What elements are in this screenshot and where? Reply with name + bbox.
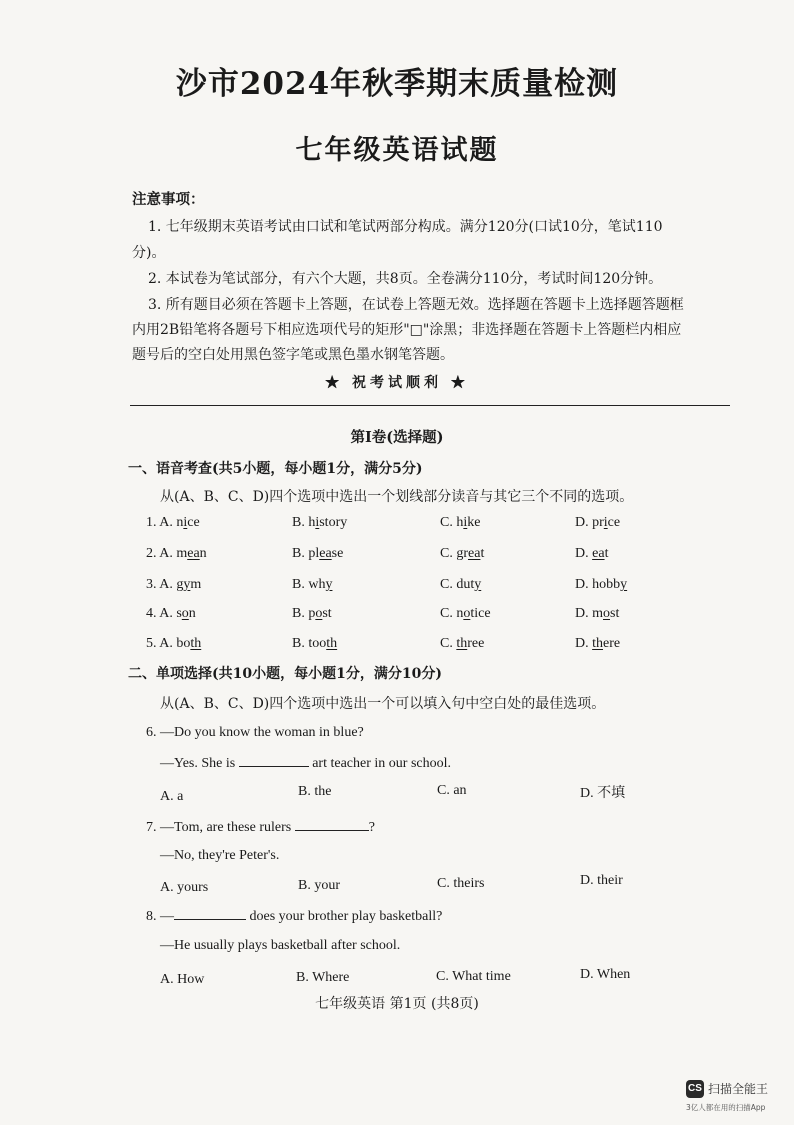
option-text: t: [480, 546, 485, 561]
option-text: B. h: [292, 515, 316, 530]
q8-blank: [174, 907, 246, 920]
option-text: st: [610, 606, 620, 621]
phonetics-q1-option-d: [575, 515, 620, 531]
camscanner-tagline: 3亿人都在用的扫描App: [686, 1103, 766, 1112]
q8-option-c: C. What time: [436, 969, 511, 984]
underlined-letters: y: [325, 577, 333, 592]
section1-heading: 一、语音考查(共5小题，每小题1分，满分5分): [128, 461, 423, 477]
phonetics-q4-option-a: [146, 606, 196, 622]
option-text: se: [331, 546, 344, 561]
phonetics-q2-option-d: [575, 546, 608, 562]
option-text: D. pr: [575, 515, 604, 530]
phonetics-q2-option-b: [292, 546, 343, 562]
phonetics-q5-option-a: [146, 636, 201, 652]
notice-line-3: 2. 本试卷为笔试部分，有六个大题，共8页。全卷满分110分，考试时间120分钟。: [148, 271, 663, 287]
underlined-letters: y: [620, 577, 628, 592]
phonetics-q3-option-b: [292, 577, 332, 593]
underlined-letters: i: [315, 515, 320, 530]
option-text: B. too: [292, 636, 327, 651]
phonetics-q1-option-a: [146, 515, 200, 531]
section1-instruction: 从(A、B、C、D)四个选项中选出一个划线部分读音与其它三个不同的选项。: [160, 489, 634, 505]
underlined-letters: y: [183, 577, 191, 592]
underlined-letters: o: [181, 606, 189, 621]
phonetics-q3-option-a: [146, 577, 201, 593]
q8-option-b: B. Where: [296, 970, 350, 985]
option-text: n: [199, 546, 207, 561]
notice-line-2: 分)。: [132, 245, 166, 261]
option-text: m: [190, 577, 202, 592]
q7-stem: [146, 818, 375, 836]
q7-stem-a: 7. —Tom, are these rulers: [146, 820, 292, 835]
option-text: D. hobb: [575, 577, 621, 592]
phonetics-q1-option-b: [292, 515, 347, 531]
divider: [130, 405, 730, 406]
option-text: ce: [187, 515, 200, 530]
option-text: t: [604, 546, 609, 561]
camscanner-logo-icon: CS: [686, 1080, 704, 1098]
underlined-letters: ea: [592, 546, 605, 561]
q7-answer-line: —No, they're Peter's.: [160, 848, 280, 863]
q7-option-a: A. yours: [160, 880, 209, 895]
underlined-letters: i: [183, 515, 188, 530]
page-footer: 七年级英语 第1页 (共8页): [315, 996, 479, 1012]
q6-option-b: B. the: [298, 784, 332, 799]
exam-subtitle: 七年级英语试题: [295, 135, 499, 166]
q7-option-b: B. your: [298, 878, 340, 893]
option-text: C. gr: [440, 546, 468, 561]
q8-option-a: A. How: [160, 972, 205, 987]
option-text: tice: [470, 606, 491, 621]
option-text: st: [322, 606, 332, 621]
q6-stem: 6. —Do you know the woman in blue?: [146, 725, 364, 740]
q6-answer-b: art teacher in our school.: [312, 756, 451, 771]
exam-title: 沙市2024年秋季期末质量检测: [175, 66, 619, 102]
phonetics-q4-option-c: [440, 606, 491, 622]
q8-option-d: D. When: [580, 967, 631, 982]
underlined-letters: ea: [187, 546, 200, 561]
option-text: 1. A. n: [146, 515, 184, 530]
underlined-letters: th: [190, 636, 202, 651]
underlined-letters: o: [315, 606, 323, 621]
q7-option-d: D. their: [580, 873, 623, 888]
option-text: 2. A. m: [146, 546, 188, 561]
q6-option-a: A. a: [160, 789, 184, 804]
q7-option-c: C. theirs: [437, 876, 485, 891]
phonetics-q2-option-c: [440, 546, 484, 562]
underlined-letters: i: [603, 515, 608, 530]
camscanner-brand: 扫描全能王: [708, 1082, 769, 1096]
phonetics-q5-option-c: [440, 636, 484, 652]
underlined-letters: o: [603, 606, 610, 621]
underlined-letters: th: [592, 636, 604, 651]
option-text: C. dut: [440, 577, 475, 592]
phonetics-q5-option-d: [575, 636, 620, 652]
section2-heading: 二、单项选择(共10小题，每小题1分，满分10分): [128, 666, 442, 682]
option-text: D.: [575, 636, 593, 651]
option-text: B. pl: [292, 546, 320, 561]
option-text: B. wh: [292, 577, 326, 592]
phonetics-q4-option-d: [575, 606, 619, 622]
q8-stem-a: 8. —: [146, 909, 174, 924]
q6-answer-a: —Yes. She is: [160, 756, 236, 771]
option-text: B. p: [292, 606, 316, 621]
phonetics-q3-option-c: [440, 577, 481, 593]
phonetics-q3-option-d: [575, 577, 627, 593]
underlined-letters: y: [474, 577, 482, 592]
underlined-letters: th: [326, 636, 338, 651]
option-text: C. h: [440, 515, 464, 530]
option-text: ere: [603, 636, 621, 651]
q7-blank: [295, 818, 369, 831]
q6-blank: [239, 754, 309, 767]
phonetics-q4-option-b: [292, 606, 332, 622]
notice-line-6: 题号后的空白处用黑色签字笔或黑色墨水钢笔答题。: [132, 347, 454, 363]
option-text: ree: [467, 636, 485, 651]
phonetics-q2-option-a: [146, 546, 207, 562]
option-text: 3. A. g: [146, 577, 184, 592]
notice-line-5: 内用2B铅笔将各题号下相应选项代号的矩形"□"涂黑；非选择题在答题卡上答题栏内相应: [132, 322, 682, 338]
section2-instruction: 从(A、B、C、D)四个选项中选出一个可以填入句中空白处的最佳选项。: [160, 696, 606, 712]
underlined-letters: o: [463, 606, 471, 621]
underlined-letters: ea: [468, 546, 481, 561]
q8-answer-line: —He usually plays basketball after school.: [160, 938, 401, 953]
q7-stem-b: ?: [368, 820, 375, 835]
option-text: ke: [467, 515, 481, 530]
underlined-letters: th: [456, 636, 468, 651]
q6-option-c: C. an: [437, 783, 467, 798]
option-text: 4. A. s: [146, 606, 182, 621]
q6-answer-line: [160, 754, 451, 772]
option-text: ce: [607, 515, 621, 530]
notice-line-4: 3. 所有题目必须在答题卡上答题，在试卷上答题无效。选择题在答题卡上选择题答题框: [148, 297, 684, 313]
phonetics-q5-option-b: [292, 636, 337, 652]
underlined-letters: i: [463, 515, 468, 530]
q6-option-d: D. 不填: [580, 786, 626, 801]
q8-stem: [146, 907, 442, 925]
option-text: C. n: [440, 606, 464, 621]
good-luck-banner: ★ 祝考试顺利 ★: [325, 375, 469, 391]
option-text: D.: [575, 546, 593, 561]
option-text: D. m: [575, 606, 603, 621]
option-text: n: [188, 606, 196, 621]
notice-heading: 注意事项：: [132, 191, 205, 208]
part-title: 第Ⅰ卷(选择题): [350, 429, 444, 446]
option-text: C.: [440, 636, 457, 651]
phonetics-q1-option-c: [440, 515, 480, 531]
underlined-letters: ea: [319, 546, 332, 561]
option-text: story: [319, 515, 348, 530]
option-text: 5. A. bo: [146, 636, 191, 651]
q8-stem-b: does your brother play basketball?: [249, 909, 443, 924]
notice-line-1: 1. 七年级期末英语考试由口试和笔试两部分构成。满分120分(口试10分，笔试110: [148, 219, 663, 235]
